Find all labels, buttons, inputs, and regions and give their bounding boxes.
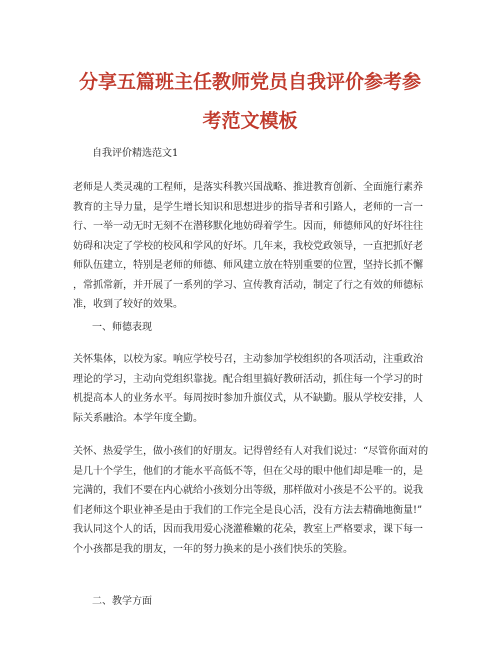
document-title-line-2: 考范文模板 [202,110,298,132]
paragraph-line: 理论的学习，主动向党组织靠拢。配合组里搞好教研活动，抓住每一个学习的时 [73,373,423,385]
paragraph-line: 关怀集体，以校为家。响应学校号召，主动参加学校组织的各项活动，注重政治 [73,354,423,365]
section-heading-ethics: 一、师德表现 [92,322,152,333]
paragraph-line: 个小孩都是我的朋友，一年的努力换来的是小孩们快乐的笑脸。 [73,543,353,555]
paragraph-line: 准，收到了较好的效果。 [73,299,183,310]
paragraph-line: 教育的主导力量，是学生增长知识和思想进步的指导者和引路人，老师的一言一 [73,201,423,213]
paragraph-line: 际关系融洽。本学年度全勤。 [73,412,203,424]
paragraph-line: 完满的，我们不要在内心就给小孩划分出等级，那样做对小孩是不公平的。说我 [73,485,423,496]
paragraph-line: 妨碍和决定了学校的校风和学风的好坏。几年来，我校党政领导，一直把抓好老 [73,240,423,252]
section-subtitle: 自我评价精选范文1 [92,148,179,159]
paragraph-line: 行、一举一动无时无刻不在潜移默化地妨碍着学生。因而，师德师风的好坏往往 [73,221,423,232]
paragraph-intro [73,178,429,315]
paragraph-line: ，常抓常新，并开展了一系列的学习、宣传教育活动，制定了行之有效的师德标 [73,279,423,291]
paragraph-line: 们老师这个职业神圣是由于我们的工作完全是良心活，没有方法去精确地衡量!” [73,504,423,516]
paragraph-line: 是几十个学生，他们的才能水平高低不等，但在父母的眼中他们却是唯一的，是 [73,465,423,477]
paragraph-line: 机提高本人的业务水平。每周按时参加升旗仪式，从不缺勤。服从学校安排，人 [73,393,423,404]
paragraph-line: 师队伍建立，特别是老师的师德、师风建立放在特别重要的位置，坚持长抓不懈 [73,260,423,271]
paragraph-collective [73,350,429,428]
section-heading-teaching: 二、教学方面 [92,596,152,607]
paragraph-students [73,442,429,559]
paragraph-line: 关怀、热爱学生，做小孩们的好朋友。记得曾经有人对我们说过：“尽管你面对的 [73,446,429,457]
document-title-line-1: 分享五篇班主任教师党员自我评价参考参 [78,71,421,93]
paragraph-line: 我认同这个人的话，因而我用爱心浇灌稚嫩的花朵，教室上严格要求，课下每一 [73,524,423,535]
paragraph-line: 老师是人类灵魂的工程师，是落实科教兴国战略、推进教育创新、全面施行素养 [73,182,423,193]
